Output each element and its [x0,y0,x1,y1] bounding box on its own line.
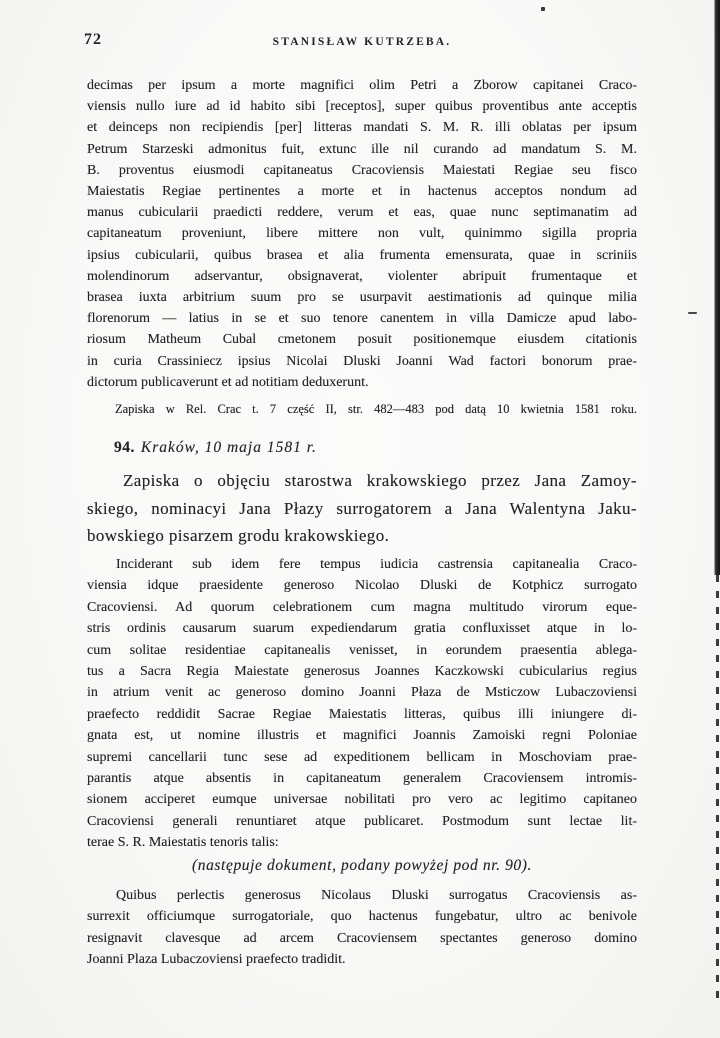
text-line: cum solitae residentiae capitanealis venisset, in eorundem praesentia ablega- [87,642,637,658]
text-line: Joanni Plaza Lubaczoviensi praefecto tradidit. [87,952,346,968]
text-line: Cracoviensi. Ad quorum celebrationem cum magna multitudo virorum eque- [87,599,637,615]
text-line: Maiestatis Regiae pertinentes a morte et in hactenus acceptos nondum ad [87,184,637,200]
text-line: et deinceps non recipiendis [per] litteras mandati S. M. R. illi oblatas per ipsum [87,120,637,136]
text-line: riosum Matheum Cubal cmetonem posuit positionemque eiusdem citationis [87,332,637,348]
text-line: manus cubicularii praedicti reddere, verum et eas, quae nunc septimanatim ad [87,205,637,221]
text-line: supremi cancellarii tunc sese ad expeditionem bellicam in Moschoviam prae- [87,749,637,765]
text-line: viensia idque praesidente generoso Nicolao Dluski de Kotphicz surrogato [87,578,637,594]
text-line: brasea iuxta arbitrium suum pro se usurpavit aestimationis ad quinque milia [87,290,637,306]
entry-94-closing-paragraph [87,885,637,971]
scan-speck-artifact [541,7,545,11]
entry-94-heading [87,439,637,457]
text-line: skiego, nominacyi Jana Płazy surrogatorem a Jana Walentyna Jaku- [87,498,637,518]
text-line: gnata est, ut nomine illustris et magnifici Joannis Zamoiski regni Poloniae [87,728,637,744]
text-line: resignavit clavesque ad arcem Cracoviensem spectantes generoso domino [87,930,637,946]
text-line: Inciderant sub idem fere tempus iudicia castrensia capitanealia Craco- [116,557,637,572]
text-line: in atrium venit ac generoso domino Joanni Płaza de Msticzow Lubaczoviensi [87,685,637,701]
text-line: in curia Crassiniecz ipsius Nicolai Dluski Joanni Wad factori bonorum prae- [87,353,637,369]
text-line: viensis nullo iure ad id habito sibi [receptos], super quibus proventibus ante acceptis [87,99,637,115]
text-line: tus a Sacra Regia Maiestate generosus Joannes Kaczkowski cubicularius regius [87,664,637,680]
text-line: dictorum publicaverunt et ad notitiam deduxerunt. [87,374,369,390]
text-line: B. proventus eiusmodi capitaneatus Cracoviensis Maiestati Regiae seu fisco [87,162,637,178]
text-line: Petrum Starzeski admonitus fuit, extunc ille nil curando ad mandatum S. M. [87,141,637,157]
text-line: capitaneatum proveniunt, libere mittere non vult, quinimmo sigilla propria [87,226,637,242]
entry-94-regest-paragraph [87,467,637,550]
text-line: Zapiska o objęciu starostwa krakowskiego przez Jana Zamoy- [123,471,637,490]
entry-93-body-paragraph [87,75,637,393]
text-line: terae S. R. Maiestatis tenoris talis: [87,835,279,851]
text-line: Cracoviensi generali renuntiaret atque publicaret. Postmodum sunt lectae lit- [87,813,637,829]
text-line: surrexit officiumque surrogatoriale, quo hactenus fungebatur, ultro ac benivole [87,909,637,925]
scan-edge-dashes-artifact [716,575,719,1007]
text-line: Quibus perlectis generosus Nicolaus Dluski surrogatus Cracoviensis as- [116,888,637,903]
running-title: STANISŁAW KUTRZEBA. [272,36,452,48]
text-line: ipsius cubicularii, quibus brasea et alia frumenta emensurata, quae in scriniis [87,247,637,263]
page-number: 72 [84,31,102,48]
text-line: sionem acciperet eumque universae nobilitati pro vero ac legitimo capitaneo [87,792,637,808]
text-line: bowskiego pisarzem grodu krakowskiego. [87,526,390,546]
scan-margin-dash-artifact [688,312,697,314]
entry-94-body-paragraph [87,554,637,854]
text-line: parantis atque absentis in capitaneatum generalem Cracoviensem intromis- [87,771,637,787]
entry-93-source-note: Zapiska w Rel. Crac t. 7 część II, str. 482—483 pod datą 10 kwietnia 1581 roku. [115,402,637,416]
scan-edge-artifact [714,0,720,575]
entry-94-number: 94. [114,439,135,456]
text-line: molendinorum adservantur, obsignaverat, violenter abripuit frumentaque et [87,268,637,284]
text-line: florenorum — latius in se et suo tenore canentem in villa Damicze apud labo- [87,311,637,327]
text-line: stris ordinis causarum suarum expediendarum gratia confluxisset atque in lo- [87,621,637,637]
entry-94-date: Kraków, 10 maja 1581 r. [140,439,317,456]
text-line: praefecto reddidit Sacrae Regiae Maiestatis litteras, quibus illi iniungere di- [87,706,637,722]
entry-94-document-note: (następuje dokument, podany powyżej pod nr. 90). [191,857,533,874]
text-line: decimas per ipsum a morte magnifici olim Petri a Zborow capitanei Craco- [87,78,637,93]
